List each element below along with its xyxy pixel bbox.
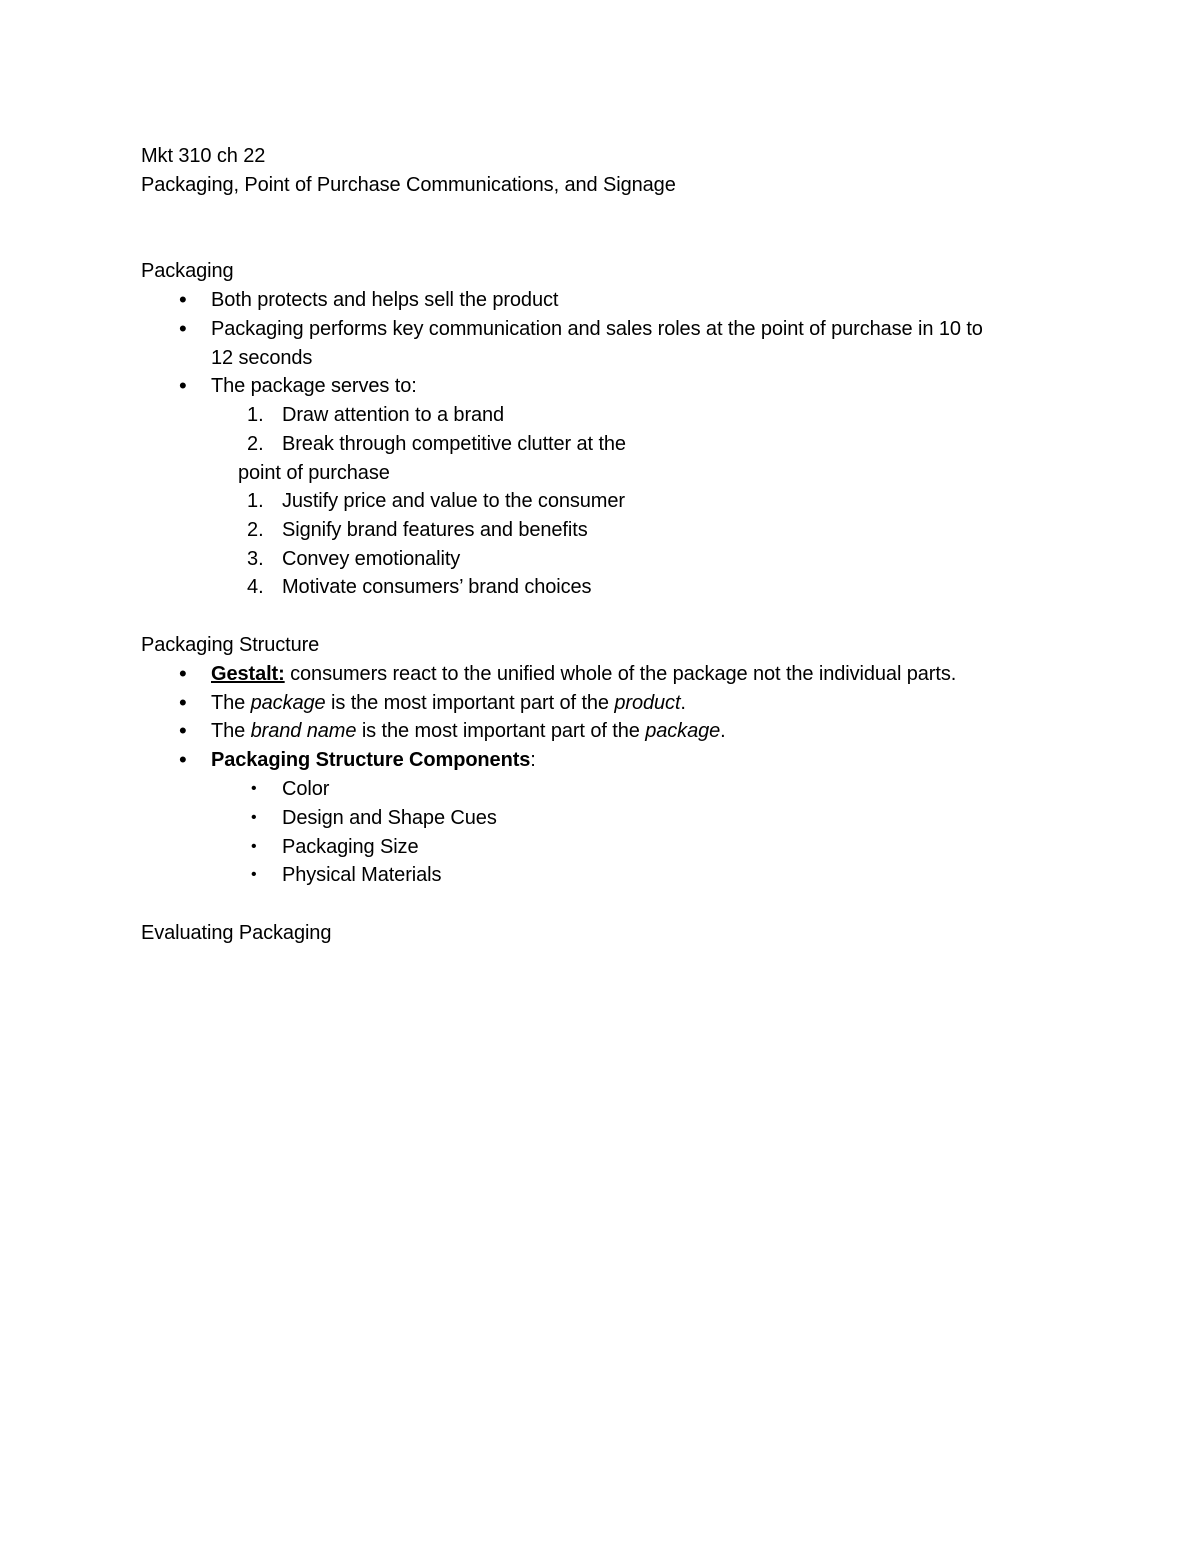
list-number: 2. <box>247 519 264 541</box>
course-title: Mkt 310 ch 22 <box>141 145 266 167</box>
list-item <box>211 689 686 717</box>
numbered-item: Justify price and value to the consumer <box>282 490 625 512</box>
text-run: is the most important part of the <box>356 720 646 742</box>
list-item: The package serves to: <box>211 375 417 397</box>
bullet-marker: • <box>179 747 187 772</box>
sub-bullet-marker: • <box>251 809 257 826</box>
list-item <box>211 717 726 745</box>
text-run: . <box>680 692 686 714</box>
list-number: 1. <box>247 490 264 512</box>
section-heading-structure: Packaging Structure <box>141 634 320 656</box>
numbered-item: Draw attention to a brand <box>282 404 505 426</box>
bullet-marker: • <box>179 287 187 312</box>
numbered-item: Motivate consumers’ brand choices <box>282 576 592 598</box>
text-run: . <box>720 720 726 742</box>
sub-list-item: Design and Shape Cues <box>282 807 497 829</box>
bullet-marker: • <box>179 718 187 743</box>
list-number: 2. <box>247 433 264 455</box>
list-number: 3. <box>247 548 264 570</box>
emphasis: package <box>645 720 721 742</box>
list-item-components <box>211 746 536 774</box>
text-run: is the most important part of the <box>325 692 615 714</box>
emphasis: brand name <box>250 720 357 742</box>
sub-list-item: Packaging Size <box>282 836 419 858</box>
page-title: Packaging, Point of Purchase Communications, and Signage <box>141 174 676 196</box>
list-item: Both protects and helps sell the product <box>211 289 559 311</box>
numbered-item-continuation: point of purchase <box>238 462 390 484</box>
section-heading-packaging: Packaging <box>141 260 234 282</box>
text-run: The <box>211 720 251 742</box>
sub-bullet-marker: • <box>251 838 257 855</box>
list-item-continuation: 12 seconds <box>211 347 313 369</box>
sub-list-item: Physical Materials <box>282 864 442 886</box>
emphasis: product <box>614 692 681 714</box>
bullet-marker: • <box>179 690 187 715</box>
sub-list-item: Color <box>282 778 330 800</box>
sub-bullet-marker: • <box>251 866 257 883</box>
numbered-item: Signify brand features and benefits <box>282 519 588 541</box>
text-run: : <box>530 749 536 771</box>
gestalt-term: Gestalt: <box>211 663 285 685</box>
gestalt-definition: consumers react to the unified whole of the package not the individual parts. <box>284 663 957 685</box>
bullet-marker: • <box>179 316 187 341</box>
sub-bullet-marker: • <box>251 780 257 797</box>
list-number: 4. <box>247 576 264 598</box>
bullet-marker: • <box>179 661 187 686</box>
list-item: Packaging performs key communication and sales roles at the point of purchase in 10 to <box>211 318 983 340</box>
text-run: The <box>211 692 251 714</box>
emphasis: package <box>250 692 326 714</box>
list-item-gestalt <box>211 660 956 688</box>
bullet-marker: • <box>179 373 187 398</box>
section-heading-evaluating: Evaluating Packaging <box>141 922 332 944</box>
numbered-item: Break through competitive clutter at the <box>282 433 626 455</box>
numbered-item: Convey emotionality <box>282 548 461 570</box>
list-number: 1. <box>247 404 264 426</box>
components-label: Packaging Structure Components <box>211 749 531 771</box>
